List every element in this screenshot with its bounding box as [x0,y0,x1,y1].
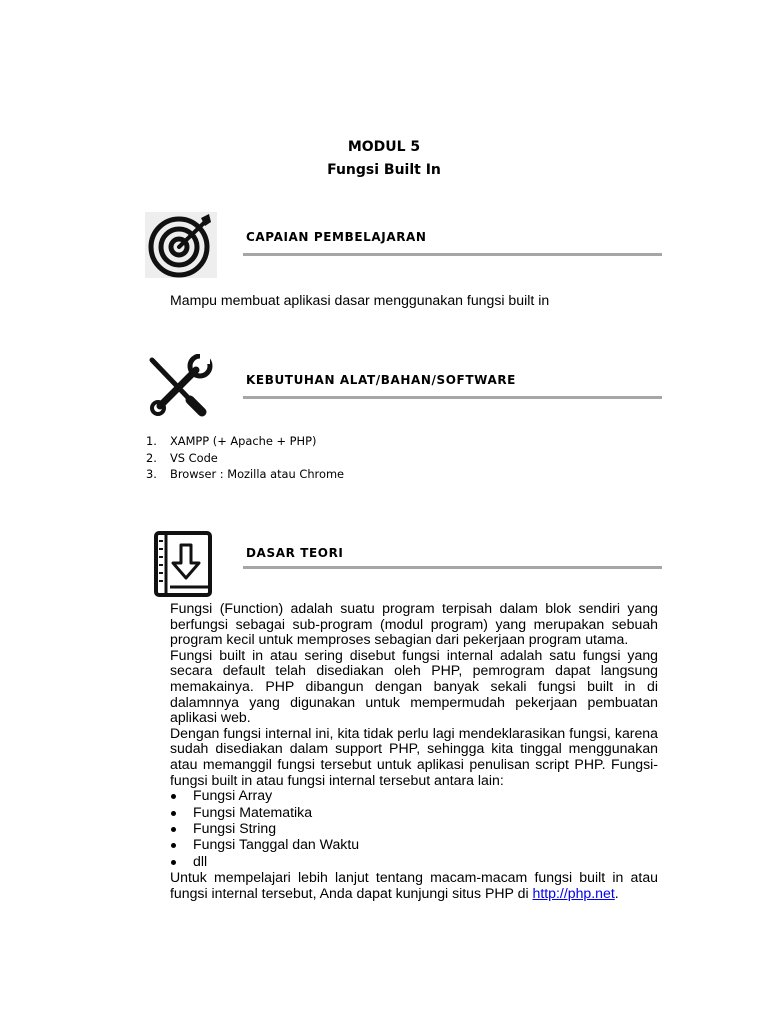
list-item-label: VS Code [170,450,218,465]
list-item: Fungsi Tanggal dan Waktu [170,837,658,853]
list-item: dll [170,854,658,870]
bullet-list [170,788,658,870]
list-item [146,450,344,467]
list-number: 2. [146,450,157,465]
section-heading-kebutuhan: KEBUTUHAN ALAT/BAHAN/SOFTWARE [246,373,516,387]
section-divider [243,396,662,399]
tools-list [146,433,344,483]
section-divider [243,566,662,569]
section-heading-capaian: CAPAIAN PEMBELAJARAN [246,230,427,244]
php-net-link[interactable]: http://php.net [532,884,615,901]
capaian-text: Mampu membuat aplikasi dasar menggunakan fungsi built in [170,292,550,308]
closing-text: Untuk mempelajari lebih lanjut tentang macam-macam fungsi built in atau fungsi internal tersebut, Anda dapat kunjungi situs PHP di [170,869,658,901]
list-number: 1. [146,434,157,448]
list-item: Fungsi Matematika [170,805,658,821]
section-divider [243,253,662,256]
page-subtitle: Fungsi Built In [327,162,441,178]
book-download-icon [154,531,212,597]
target-icon [145,212,217,278]
paragraph: Dengan fungsi internal ini, kita tidak perlu lagi mendeklarasikan fungsi, karena sudah disediakan dalam support PHP, sehingga kita tinggal menggunakan atau memanggil fungsi tersebut untuk aplikasi penulisan script PHP. Fungsi-fungsi built in atau fungsi internal tersebut antara lain: [170,724,658,788]
list-item [146,433,344,450]
list-item [146,466,344,483]
list-number: 3. [146,467,157,481]
closing-end: . [614,884,619,901]
list-item: Fungsi String [170,821,658,837]
list-item-label: XAMPP (+ Apache + PHP) [170,434,317,448]
list-item-label: Browser : Mozilla atau Chrome [170,467,345,481]
paragraph: Fungsi built in atau sering disebut fungsi internal adalah satu fungsi yang secara default telah disediakan oleh PHP, pemrogram dapat langsung memakainya. PHP dibangun dengan banyak sekali fungsi built in di dalamnnya yang digunakan untuk mempermudah pekerjaan pembuatan aplikasi web. [170,646,658,726]
dasar-teori-body [170,601,658,901]
list-item: Fungsi Array [170,788,658,804]
page-title: MODUL 5 [347,139,421,155]
section-heading-dasar-teori: DASAR TEORI [246,546,344,560]
closing-paragraph [170,870,658,901]
tools-icon [146,354,214,418]
paragraph: Fungsi (Function) adalah suatu program terpisah dalam blok sendiri yang berfungsi sebagai sub-program (modul program) yang merupakan sebuah program kecil untuk memproses sebagian dari pekerjaan program utama. [170,600,658,648]
